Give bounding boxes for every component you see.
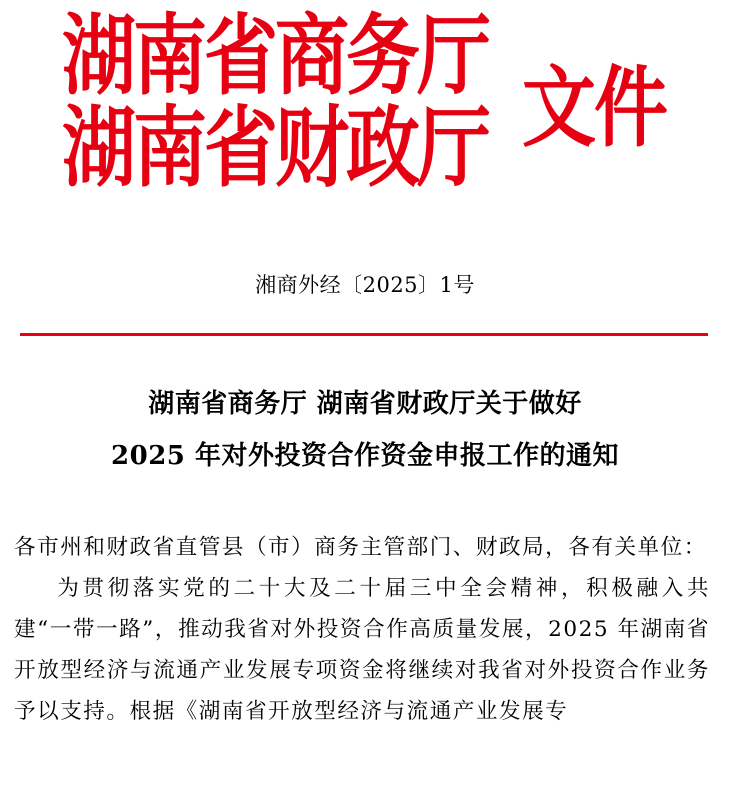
notice-body bbox=[14, 527, 710, 732]
notice-title-line-1: 湖南省商务厅 湖南省财政厅关于做好 bbox=[148, 389, 582, 419]
notice-title-line-2: 2025 年对外投资合作资金申报工作的通知 bbox=[111, 441, 619, 471]
red-header bbox=[0, 0, 730, 210]
body-paragraph: 为贯彻落实党的二十大及二十届三中全会精神，积极融入共建“一带一路”，推动我省对外投资合作高质量发展，2025 年湖南省开放型经济与流通产业发展专项资金将继续对我省对外投资合作业务予以支持。根据《湖南省开放型经济与流通产业发展专 bbox=[14, 576, 710, 724]
red-divider-line bbox=[20, 333, 708, 336]
issuing-authorities bbox=[62, 2, 488, 200]
addressee: 各市州和财政省直管县（市）商务主管部门、财政局，各有关单位： bbox=[14, 535, 707, 560]
issuer-commerce-department: 湖南省商务厅 bbox=[62, 5, 488, 108]
issuer-finance-department: 湖南省财政厅 bbox=[62, 97, 488, 200]
document-number: 湘商外经〔2025〕1号 bbox=[255, 273, 475, 297]
document-label: 文件 bbox=[522, 57, 666, 160]
notice-title bbox=[0, 378, 730, 482]
